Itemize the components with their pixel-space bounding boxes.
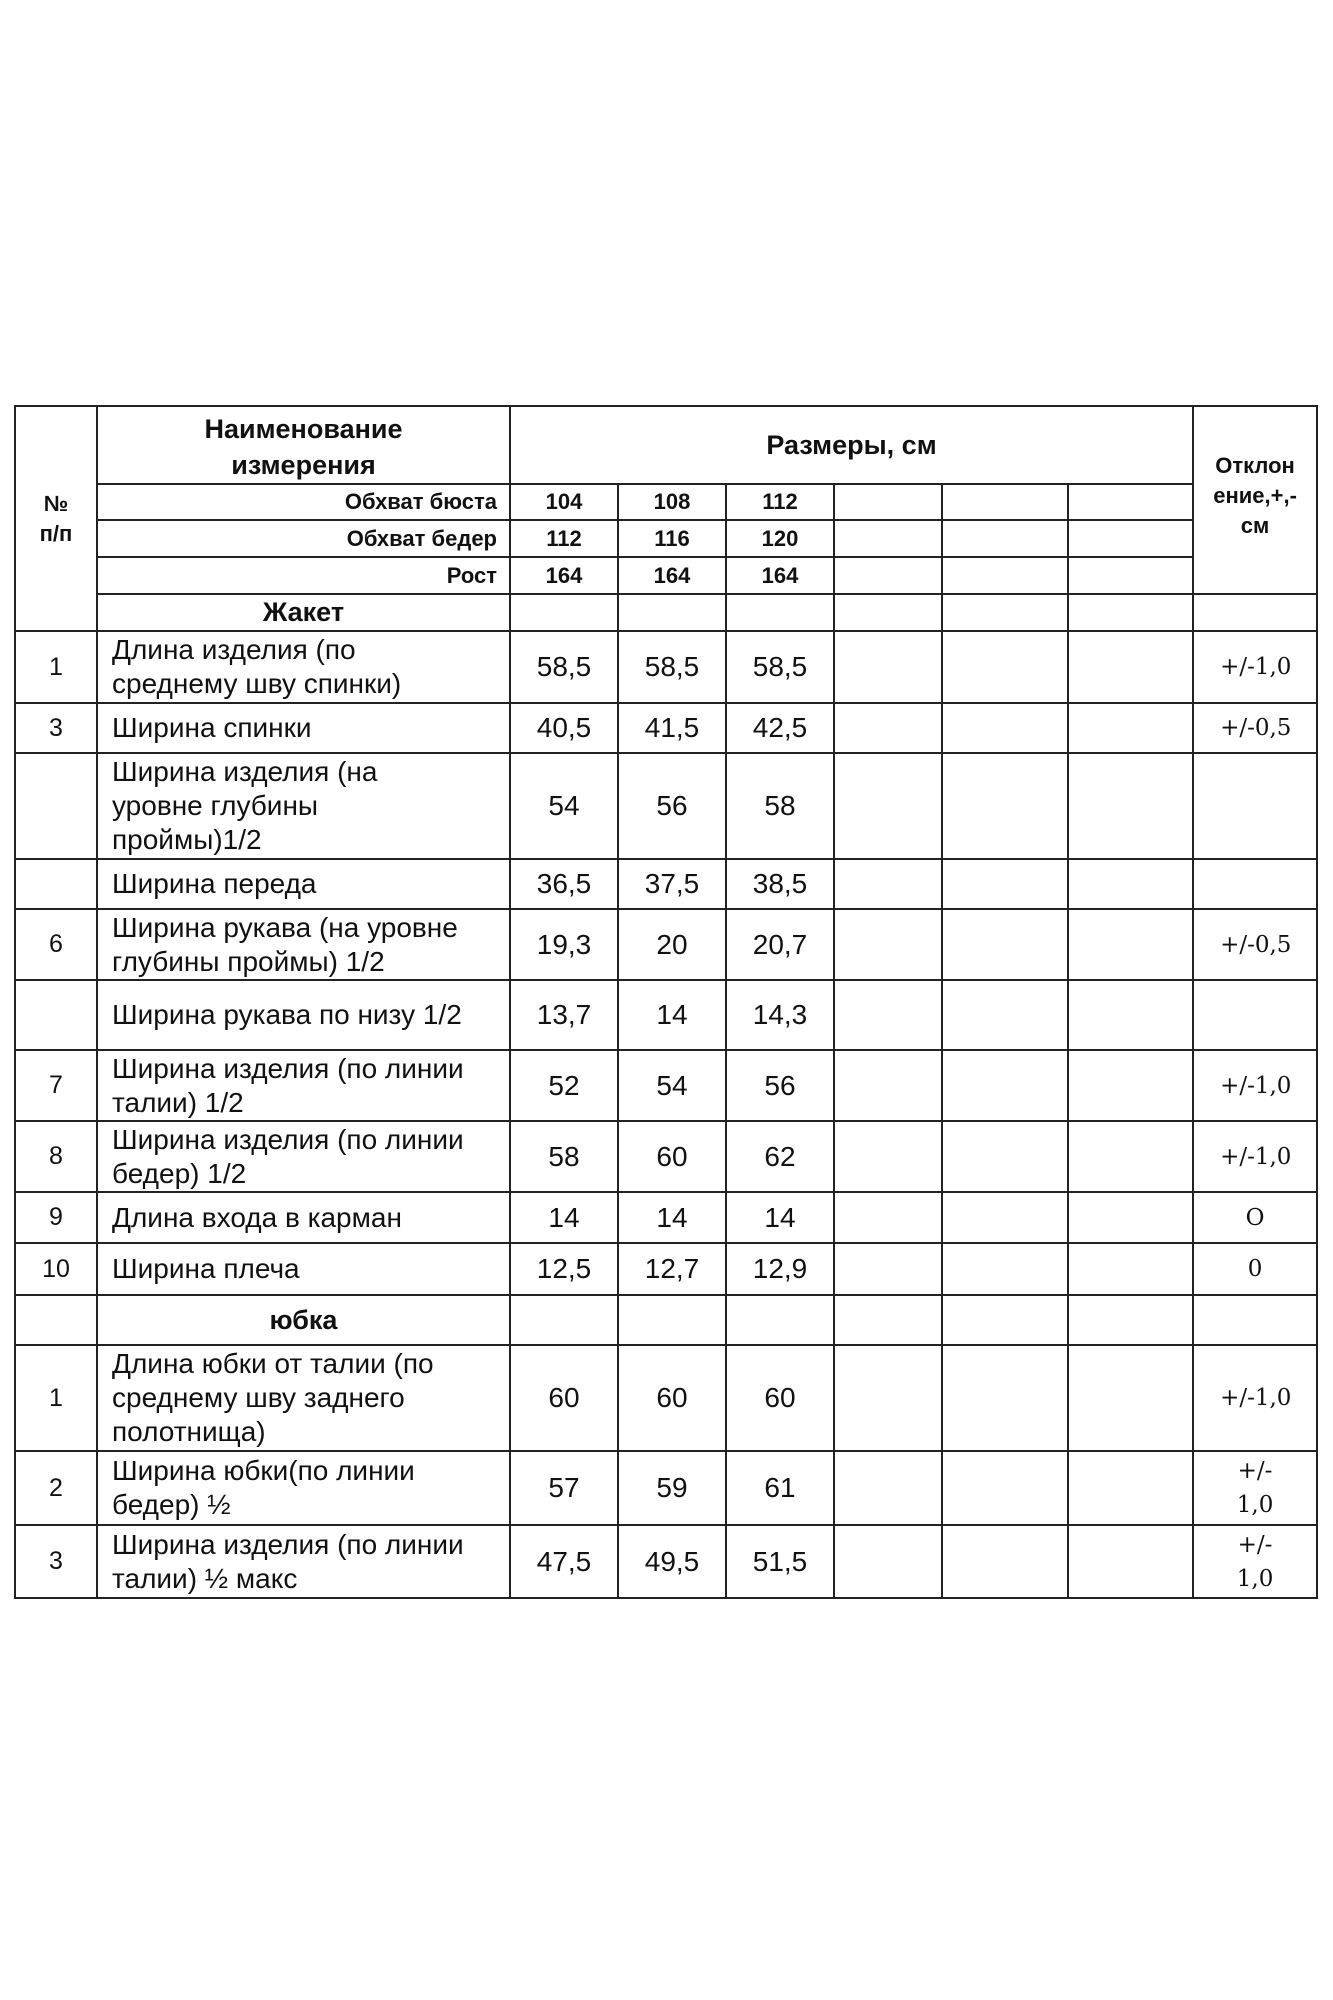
row-number: 7 <box>15 1050 97 1121</box>
section-row-skirt <box>15 1295 1317 1345</box>
size-value-3: 42,5 <box>726 703 834 753</box>
size-value-2: 12,7 <box>618 1243 726 1295</box>
tolerance-text: О <box>1245 1204 1265 1231</box>
tolerance-value <box>1193 1121 1317 1192</box>
tolerance-value <box>1193 859 1317 909</box>
size-value-2: 56 <box>618 753 726 859</box>
size-value-1: 40,5 <box>510 703 618 753</box>
empty-cell <box>834 703 942 753</box>
tolerance-value <box>1193 1192 1317 1243</box>
size-value-1: 14 <box>510 1192 618 1243</box>
empty-cell <box>618 594 726 631</box>
empty-cell <box>834 1050 942 1121</box>
size-value-3: 62 <box>726 1121 834 1192</box>
row-number: 3 <box>15 703 97 753</box>
size-value-3: 61 <box>726 1451 834 1525</box>
size-value-1: 13,7 <box>510 980 618 1050</box>
empty-cell <box>1068 557 1193 594</box>
hips-size-1: 112 <box>510 520 618 557</box>
empty-cell <box>1068 631 1193 703</box>
row-number: 1 <box>15 1345 97 1451</box>
row-number: 6 <box>15 909 97 980</box>
skirt-row <box>15 1525 1317 1598</box>
tolerance-text: +/-1,0 <box>1220 1072 1292 1099</box>
row-number: 3 <box>15 1525 97 1598</box>
bust-size-1: 104 <box>510 484 618 520</box>
empty-cell <box>942 703 1068 753</box>
row-number <box>15 859 97 909</box>
section-title-skirt: юбка <box>97 1295 510 1345</box>
size-value-1: 60 <box>510 1345 618 1451</box>
skirt-row <box>15 1345 1317 1451</box>
measurement-name: Ширина изделия (по линии бедер) 1/2 <box>97 1121 510 1192</box>
empty-cell <box>942 594 1068 631</box>
row-number: 9 <box>15 1192 97 1243</box>
tolerance-text: +/-1,0 <box>1220 1143 1292 1170</box>
empty-cell <box>942 631 1068 703</box>
tolerance-text: +/-1,0 <box>1220 654 1292 680</box>
bust-label: Обхват бюста <box>97 484 510 520</box>
height-size-1: 164 <box>510 557 618 594</box>
empty-cell <box>726 594 834 631</box>
empty-cell <box>942 484 1068 520</box>
size-value-1: 58,5 <box>510 631 618 703</box>
header-row-height <box>15 557 1317 594</box>
size-value-3: 38,5 <box>726 859 834 909</box>
tolerance-value <box>1193 909 1317 980</box>
measurement-name: Ширина спинки <box>97 703 510 753</box>
size-value-3: 58,5 <box>726 631 834 703</box>
tolerance-text: +/-0,5 <box>1220 931 1292 958</box>
tolerance-text: +/- 1,0 <box>1236 1458 1274 1518</box>
size-value-1: 19,3 <box>510 909 618 980</box>
empty-cell <box>834 909 942 980</box>
measurement-name: Ширина изделия (по линии талии) ½ макс <box>97 1525 510 1598</box>
empty-cell <box>834 520 942 557</box>
jacket-row <box>15 980 1317 1050</box>
jacket-row <box>15 909 1317 980</box>
empty-cell <box>942 1050 1068 1121</box>
empty-cell <box>942 1525 1068 1598</box>
empty-cell <box>834 1121 942 1192</box>
header-row-hips <box>15 520 1317 557</box>
empty-cell <box>1068 1243 1193 1295</box>
empty-cell <box>1068 703 1193 753</box>
size-value-3: 58 <box>726 753 834 859</box>
size-value-2: 20 <box>618 909 726 980</box>
size-value-2: 60 <box>618 1121 726 1192</box>
empty-cell <box>726 1295 834 1345</box>
empty-cell <box>942 1192 1068 1243</box>
empty-cell <box>1193 594 1317 631</box>
size-value-3: 60 <box>726 1345 834 1451</box>
empty-cell <box>618 1295 726 1345</box>
empty-cell <box>942 1295 1068 1345</box>
tolerance-value <box>1193 1345 1317 1451</box>
empty-cell <box>834 594 942 631</box>
size-value-1: 12,5 <box>510 1243 618 1295</box>
tolerance-value <box>1193 1050 1317 1121</box>
measurement-name: Длина входа в карман <box>97 1192 510 1243</box>
tolerance-value <box>1193 1525 1317 1598</box>
tolerance-text: 0 <box>1247 1256 1263 1282</box>
empty-cell <box>942 1243 1068 1295</box>
empty-cell <box>1068 980 1193 1050</box>
jacket-row <box>15 1243 1317 1295</box>
size-value-3: 51,5 <box>726 1525 834 1598</box>
section-title-jacket: Жакет <box>97 594 510 631</box>
tolerance-value <box>1193 753 1317 859</box>
jacket-row <box>15 753 1317 859</box>
size-value-1: 47,5 <box>510 1525 618 1598</box>
header-row-titles <box>15 406 1317 484</box>
empty-cell <box>834 859 942 909</box>
tolerance-text: +/- 1,0 <box>1236 1531 1274 1592</box>
empty-cell <box>942 909 1068 980</box>
tolerance-value <box>1193 703 1317 753</box>
row-number: 8 <box>15 1121 97 1192</box>
num-header: № п/п <box>15 406 97 631</box>
skirt-row <box>15 1451 1317 1525</box>
size-value-1: 36,5 <box>510 859 618 909</box>
tolerance-value <box>1193 1243 1317 1295</box>
hips-size-2: 116 <box>618 520 726 557</box>
jacket-row <box>15 1121 1317 1192</box>
row-number: 10 <box>15 1243 97 1295</box>
empty-cell <box>1068 520 1193 557</box>
tolerance-text: +/-0,5 <box>1220 715 1292 741</box>
header-row-bust <box>15 484 1317 520</box>
empty-cell <box>510 1295 618 1345</box>
empty-cell <box>942 859 1068 909</box>
measurement-name: Длина юбки от талии (по среднему шву заднего полотнища) <box>97 1345 510 1451</box>
empty-cell <box>942 1121 1068 1192</box>
tolerance-value <box>1193 1451 1317 1525</box>
jacket-row <box>15 1050 1317 1121</box>
tolerance-value <box>1193 631 1317 703</box>
measurement-name: Ширина плеча <box>97 1243 510 1295</box>
height-size-2: 164 <box>618 557 726 594</box>
empty-cell <box>1068 1192 1193 1243</box>
sizes-header: Размеры, см <box>510 406 1193 484</box>
measurement-name: Ширина переда <box>97 859 510 909</box>
empty-cell <box>1068 1121 1193 1192</box>
bust-size-2: 108 <box>618 484 726 520</box>
empty-cell <box>1193 1295 1317 1345</box>
measurement-name: Ширина изделия (по линии талии) 1/2 <box>97 1050 510 1121</box>
empty-cell <box>1068 1295 1193 1345</box>
empty-cell <box>834 557 942 594</box>
empty-cell <box>942 753 1068 859</box>
hips-size-3: 120 <box>726 520 834 557</box>
height-label: Рост <box>97 557 510 594</box>
empty-cell <box>1068 909 1193 980</box>
measurement-name: Ширина рукава по низу 1/2 <box>97 980 510 1050</box>
jacket-row <box>15 859 1317 909</box>
name-header: Наименование измерения <box>97 406 510 484</box>
size-value-2: 60 <box>618 1345 726 1451</box>
empty-cell <box>510 594 618 631</box>
size-value-1: 52 <box>510 1050 618 1121</box>
tolerance-value <box>1193 980 1317 1050</box>
deviation-header: Отклон ение,+,- см <box>1193 406 1317 594</box>
empty-cell <box>1068 1345 1193 1451</box>
size-value-3: 20,7 <box>726 909 834 980</box>
size-chart-table <box>14 405 1318 1599</box>
empty-cell <box>942 557 1068 594</box>
empty-cell <box>834 631 942 703</box>
hips-label: Обхват бедер <box>97 520 510 557</box>
jacket-row <box>15 703 1317 753</box>
measurement-name: Ширина рукава (на уровне глубины проймы) 1/2 <box>97 909 510 980</box>
size-value-2: 37,5 <box>618 859 726 909</box>
row-number <box>15 980 97 1050</box>
empty-cell <box>834 753 942 859</box>
tolerance-text: +/-1,0 <box>1220 1385 1292 1411</box>
size-value-2: 58,5 <box>618 631 726 703</box>
empty-cell <box>834 1451 942 1525</box>
empty-cell <box>834 1345 942 1451</box>
size-value-3: 14 <box>726 1192 834 1243</box>
empty-cell <box>834 484 942 520</box>
size-value-2: 54 <box>618 1050 726 1121</box>
empty-cell <box>1068 753 1193 859</box>
measurement-name: Ширина юбки(по линии бедер) ½ <box>97 1451 510 1525</box>
empty-cell <box>834 1243 942 1295</box>
empty-cell <box>834 980 942 1050</box>
size-value-3: 56 <box>726 1050 834 1121</box>
section-row-jacket <box>15 594 1317 631</box>
empty-cell <box>1068 1451 1193 1525</box>
size-value-2: 41,5 <box>618 703 726 753</box>
empty-cell <box>1068 859 1193 909</box>
empty-cell <box>834 1192 942 1243</box>
empty-cell <box>1068 1050 1193 1121</box>
jacket-row <box>15 1192 1317 1243</box>
height-size-3: 164 <box>726 557 834 594</box>
empty-cell <box>942 1451 1068 1525</box>
empty-cell <box>942 1345 1068 1451</box>
empty-cell <box>15 1295 97 1345</box>
size-value-2: 14 <box>618 980 726 1050</box>
jacket-row <box>15 631 1317 703</box>
empty-cell <box>834 1295 942 1345</box>
row-number <box>15 753 97 859</box>
size-value-1: 57 <box>510 1451 618 1525</box>
row-number: 1 <box>15 631 97 703</box>
size-value-1: 54 <box>510 753 618 859</box>
size-value-3: 12,9 <box>726 1243 834 1295</box>
empty-cell <box>942 520 1068 557</box>
measurement-name: Ширина изделия (на уровне глубины проймы)1/2 <box>97 753 510 859</box>
size-value-2: 49,5 <box>618 1525 726 1598</box>
empty-cell <box>942 980 1068 1050</box>
size-value-2: 59 <box>618 1451 726 1525</box>
empty-cell <box>1068 1525 1193 1598</box>
size-value-1: 58 <box>510 1121 618 1192</box>
empty-cell <box>1068 484 1193 520</box>
empty-cell <box>834 1525 942 1598</box>
empty-cell <box>1068 594 1193 631</box>
bust-size-3: 112 <box>726 484 834 520</box>
measurement-name: Длина изделия (по среднему шву спинки) <box>97 631 510 703</box>
size-value-3: 14,3 <box>726 980 834 1050</box>
row-number: 2 <box>15 1451 97 1525</box>
size-value-2: 14 <box>618 1192 726 1243</box>
